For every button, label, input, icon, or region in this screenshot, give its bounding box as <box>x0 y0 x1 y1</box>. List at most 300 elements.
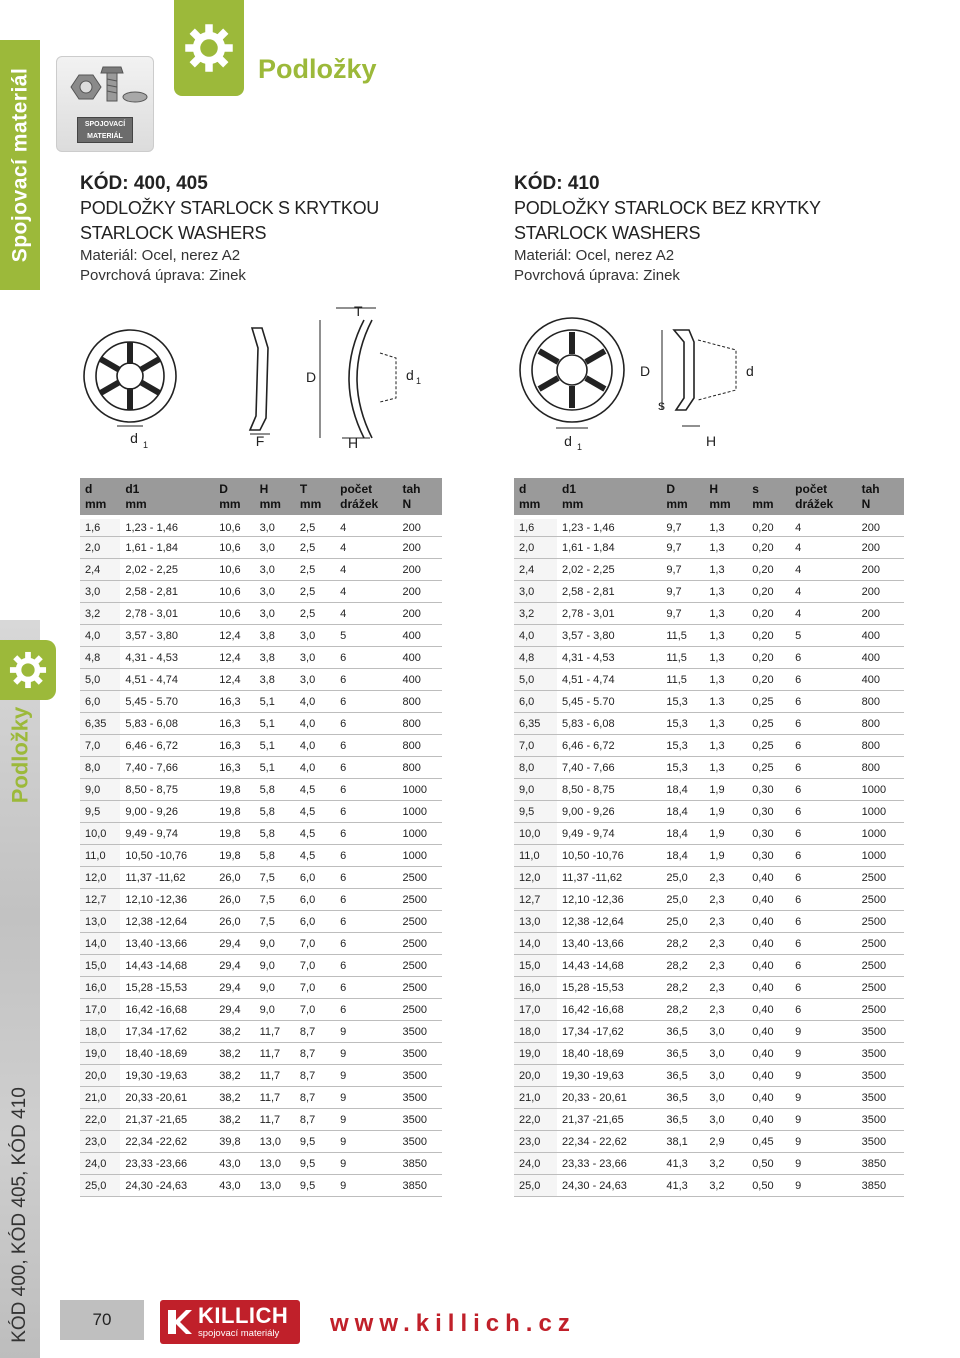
right-product-material: Materiál: Ocel, nerez A2 <box>514 247 675 264</box>
left-table-header-text: drážek <box>340 497 379 511</box>
right-table-cell: 9 <box>790 1175 856 1197</box>
left-table-cell: 2500 <box>398 911 442 933</box>
right-table-cell: 15,28 -15,53 <box>557 977 661 999</box>
left-table-cell: 12,7 <box>80 889 120 911</box>
left-table-cell: 3850 <box>398 1175 442 1197</box>
left-table-cell: 9,5 <box>295 1153 335 1175</box>
left-table-cell: 13,0 <box>80 911 120 933</box>
right-table-cell: 1,3 <box>704 537 747 559</box>
table-row <box>514 647 904 669</box>
left-table-cell: 2500 <box>398 977 442 999</box>
left-table-cell: 10,6 <box>214 559 254 581</box>
right-table-cell: 200 <box>857 537 904 559</box>
left-table-cell: 8,7 <box>295 1043 335 1065</box>
left-table-cell: 9 <box>335 1175 397 1197</box>
right-table-cell: 3,0 <box>704 1109 747 1131</box>
right-table-cell: 4,31 - 4,53 <box>557 647 661 669</box>
left-table-cell: 15,0 <box>80 955 120 977</box>
left-table-cell: 6 <box>335 867 397 889</box>
left-table-cell: 29,4 <box>214 977 254 999</box>
table-row <box>514 735 904 757</box>
table-row <box>80 801 442 823</box>
right-table-cell: 28,2 <box>661 977 704 999</box>
left-table-cell: 200 <box>398 537 442 559</box>
left-table-cell: 11,37 -11,62 <box>120 867 214 889</box>
table-row <box>514 845 904 867</box>
right-table-cell: 2,0 <box>514 537 557 559</box>
right-table-cell: 23,33 - 23,66 <box>557 1153 661 1175</box>
table-row <box>80 845 442 867</box>
right-table-cell: 10,50 -10,76 <box>557 845 661 867</box>
left-table-cell: 21,37 -21,65 <box>120 1109 214 1131</box>
left-table-cell: 16,3 <box>214 757 254 779</box>
left-table-cell: 4,5 <box>295 801 335 823</box>
right-table-cell: 8,0 <box>514 757 557 779</box>
table-row <box>514 1021 904 1043</box>
left-table-cell: 4,51 - 4,74 <box>120 669 214 691</box>
left-table-cell: 14,43 -14,68 <box>120 955 214 977</box>
right-product-finish: Povrchová úprava: Zinek <box>514 267 680 284</box>
left-table-cell: 10,0 <box>80 823 120 845</box>
left-table-header-text: d1 <box>125 482 140 496</box>
left-table-cell: 5,8 <box>255 779 295 801</box>
diagram-label-d: d <box>746 363 754 379</box>
left-table-cell: 2,5 <box>295 581 335 603</box>
left-table-cell: 24,0 <box>80 1153 120 1175</box>
right-table-header-cell <box>661 478 704 515</box>
right-table-cell: 1,9 <box>704 845 747 867</box>
left-table-cell: 1000 <box>398 801 442 823</box>
table-row <box>80 1065 442 1087</box>
diagram-label-sub1: 1 <box>143 440 149 450</box>
side-gear-box <box>0 640 56 700</box>
right-table-cell: 28,2 <box>661 955 704 977</box>
left-table-cell: 1000 <box>398 779 442 801</box>
left-table-cell: 9,49 - 9,74 <box>120 823 214 845</box>
left-table-cell: 8,7 <box>295 1065 335 1087</box>
right-table-header-text: mm <box>519 497 541 511</box>
left-table-cell: 5,0 <box>80 669 120 691</box>
right-table-cell: 2500 <box>857 955 904 977</box>
left-table-cell: 9,0 <box>80 779 120 801</box>
left-spec-table <box>80 478 442 1197</box>
diagram-label-D: D <box>306 369 317 385</box>
right-table-cell: 0,30 <box>747 801 790 823</box>
right-table-cell: 3,0 <box>704 1065 747 1087</box>
left-table-cell: 3,8 <box>255 647 295 669</box>
right-table-cell: 1,3 <box>704 625 747 647</box>
table-row <box>514 1175 904 1197</box>
left-table-cell: 400 <box>398 647 442 669</box>
left-product-finish: Povrchová úprava: Zinek <box>80 267 246 284</box>
left-table-cell: 800 <box>398 691 442 713</box>
left-table-cell: 4 <box>335 559 397 581</box>
right-table-cell: 12,0 <box>514 867 557 889</box>
left-table-cell: 13,0 <box>255 1175 295 1197</box>
left-table-cell: 1,23 - 1,46 <box>120 515 214 537</box>
right-table-cell: 5,0 <box>514 669 557 691</box>
right-table-cell: 3850 <box>857 1175 904 1197</box>
left-table-cell: 3,2 <box>80 603 120 625</box>
right-table-cell: 1.3 <box>704 691 747 713</box>
left-table-cell: 3500 <box>398 1131 442 1153</box>
left-table-cell: 6 <box>335 977 397 999</box>
right-table-cell: 1,3 <box>704 515 747 537</box>
right-table-cell: 9 <box>790 1043 856 1065</box>
right-table-cell: 15,3 <box>661 691 704 713</box>
right-table-cell: 24,30 - 24,63 <box>557 1175 661 1197</box>
right-table-cell: 1,9 <box>704 801 747 823</box>
left-table-cell: 3500 <box>398 1065 442 1087</box>
left-table-cell: 3500 <box>398 1087 442 1109</box>
right-table-cell: 18,0 <box>514 1021 557 1043</box>
right-table-cell: 16,0 <box>514 977 557 999</box>
right-table-cell: 18,4 <box>661 801 704 823</box>
right-table-cell: 9 <box>790 1065 856 1087</box>
left-table-cell: 4,8 <box>80 647 120 669</box>
table-row <box>514 1109 904 1131</box>
left-table-cell: 400 <box>398 625 442 647</box>
right-table-cell: 6,35 <box>514 713 557 735</box>
left-table-cell: 10,6 <box>214 603 254 625</box>
right-table-cell: 0,50 <box>747 1175 790 1197</box>
table-row <box>514 581 904 603</box>
table-row <box>80 691 442 713</box>
right-table-cell: 200 <box>857 581 904 603</box>
left-table-cell: 6,0 <box>295 867 335 889</box>
table-row <box>80 757 442 779</box>
right-table-cell: 12,7 <box>514 889 557 911</box>
table-row <box>514 955 904 977</box>
side-category-text: Spojovací materiál <box>8 67 32 263</box>
right-table-cell: 0,20 <box>747 537 790 559</box>
right-table-cell: 0,25 <box>747 713 790 735</box>
left-table-cell: 3,8 <box>255 669 295 691</box>
right-table-header-text: N <box>861 497 871 511</box>
right-table-cell: 2,3 <box>704 889 747 911</box>
left-table-header-text: H <box>259 482 269 496</box>
left-table-cell: 22,34 -22,62 <box>120 1131 214 1153</box>
left-table-cell: 3,0 <box>255 537 295 559</box>
left-table-cell: 800 <box>398 713 442 735</box>
right-table-cell: 200 <box>857 515 904 537</box>
right-table-cell: 0,20 <box>747 559 790 581</box>
table-row <box>80 1043 442 1065</box>
right-table-cell: 9,7 <box>661 581 704 603</box>
left-table-header-cell <box>80 478 120 515</box>
right-table-cell: 4 <box>790 581 856 603</box>
diagram-label-sub1: 1 <box>577 442 583 452</box>
table-row <box>80 999 442 1021</box>
right-table-cell: 3850 <box>857 1153 904 1175</box>
table-row <box>80 977 442 999</box>
right-table-cell: 18,40 -18,69 <box>557 1043 661 1065</box>
left-table-cell: 6 <box>335 801 397 823</box>
left-table-cell: 11,7 <box>255 1065 295 1087</box>
right-table-cell: 2,3 <box>704 999 747 1021</box>
right-table-cell: 0,40 <box>747 1109 790 1131</box>
right-table-cell: 20,0 <box>514 1065 557 1087</box>
right-table-cell: 36,5 <box>661 1065 704 1087</box>
right-table-cell: 5 <box>790 625 856 647</box>
right-table-cell: 0,40 <box>747 1087 790 1109</box>
left-table-cell: 9 <box>335 1153 397 1175</box>
table-row <box>514 823 904 845</box>
table-row <box>514 779 904 801</box>
right-table-cell: 10,0 <box>514 823 557 845</box>
left-table-cell: 6 <box>335 999 397 1021</box>
left-table-cell: 10,6 <box>214 581 254 603</box>
right-product-code: KÓD: 410 <box>514 173 600 194</box>
left-table-cell: 43,0 <box>214 1153 254 1175</box>
left-table-cell: 9 <box>335 1087 397 1109</box>
table-row <box>514 515 904 537</box>
right-table-cell: 6 <box>790 867 856 889</box>
left-table-cell: 4 <box>335 603 397 625</box>
right-table-cell: 2,4 <box>514 559 557 581</box>
left-table-cell: 9,0 <box>255 977 295 999</box>
table-row <box>80 1175 442 1197</box>
right-table-cell: 9,5 <box>514 801 557 823</box>
left-table-header-text: D <box>219 482 228 496</box>
left-table-cell: 7,0 <box>295 977 335 999</box>
table-row <box>80 735 442 757</box>
left-table-cell: 9,0 <box>255 955 295 977</box>
right-table-cell: 25,0 <box>661 889 704 911</box>
right-table-cell: 11,5 <box>661 625 704 647</box>
right-product-name-en: STARLOCK WASHERS <box>514 223 701 243</box>
left-table-cell: 6 <box>335 691 397 713</box>
table-row <box>80 779 442 801</box>
left-table-cell: 6 <box>335 713 397 735</box>
left-table-cell: 3,0 <box>295 647 335 669</box>
right-table-cell: 4 <box>790 603 856 625</box>
right-table-cell: 36,5 <box>661 1043 704 1065</box>
left-table-cell: 7,40 - 7,66 <box>120 757 214 779</box>
left-table-cell: 26,0 <box>214 867 254 889</box>
right-table-cell: 6 <box>790 933 856 955</box>
right-table-cell: 2,58 - 2,81 <box>557 581 661 603</box>
photo-badge <box>77 117 133 143</box>
right-table-header-text: mm <box>561 497 584 511</box>
left-table-cell: 2,5 <box>295 537 335 559</box>
table-row <box>80 1131 442 1153</box>
table-row <box>514 691 904 713</box>
right-table-cell: 17,0 <box>514 999 557 1021</box>
right-table-cell: 6 <box>790 647 856 669</box>
right-table-cell: 19,0 <box>514 1043 557 1065</box>
right-table-cell: 6,0 <box>514 691 557 713</box>
left-table-cell: 9,00 - 9,26 <box>120 801 214 823</box>
left-table-cell: 12,38 -12,64 <box>120 911 214 933</box>
left-table-cell: 6 <box>335 955 397 977</box>
left-table-cell: 5,8 <box>255 823 295 845</box>
right-table-cell: 22,0 <box>514 1109 557 1131</box>
left-table-cell: 7,5 <box>255 911 295 933</box>
right-table-cell: 15,0 <box>514 955 557 977</box>
diagram-label-H: H <box>706 433 717 449</box>
right-table-cell: 3500 <box>857 1065 904 1087</box>
right-table-cell: 0,20 <box>747 625 790 647</box>
right-table-header-cell <box>857 478 904 515</box>
right-table-cell: 14,43 -14,68 <box>557 955 661 977</box>
right-table-cell: 800 <box>857 691 904 713</box>
left-table-cell: 6 <box>335 779 397 801</box>
right-table-cell: 23,0 <box>514 1131 557 1153</box>
killich-logo-mark-icon <box>166 1306 192 1338</box>
left-table-cell: 6 <box>335 735 397 757</box>
left-table-cell: 3850 <box>398 1153 442 1175</box>
left-table-cell: 6,0 <box>295 911 335 933</box>
right-table-cell: 200 <box>857 603 904 625</box>
right-table-cell: 9,7 <box>661 603 704 625</box>
left-table-cell: 16,3 <box>214 691 254 713</box>
table-row <box>514 669 904 691</box>
right-table-cell: 1,9 <box>704 823 747 845</box>
left-table-cell: 29,4 <box>214 999 254 1021</box>
right-table-cell: 2,78 - 3,01 <box>557 603 661 625</box>
table-row <box>80 515 442 537</box>
right-table-cell: 9,7 <box>661 559 704 581</box>
left-table-cell: 5,8 <box>255 801 295 823</box>
left-table-cell: 6 <box>335 889 397 911</box>
left-table-cell: 7,0 <box>80 735 120 757</box>
left-table-cell: 3500 <box>398 1043 442 1065</box>
left-table-header-cell <box>335 478 397 515</box>
right-table-cell: 6 <box>790 691 856 713</box>
table-row <box>514 625 904 647</box>
left-table-cell: 9 <box>335 1065 397 1087</box>
table-row <box>80 713 442 735</box>
right-table-cell: 5,45 - 5.70 <box>557 691 661 713</box>
right-table-cell: 20,33 - 20,61 <box>557 1087 661 1109</box>
left-table-cell: 6 <box>335 911 397 933</box>
right-table-cell: 3500 <box>857 1131 904 1153</box>
left-table-cell: 1,61 - 1,84 <box>120 537 214 559</box>
left-table-cell: 5,8 <box>255 845 295 867</box>
left-table-cell: 11,7 <box>255 1109 295 1131</box>
right-table-cell: 0,40 <box>747 977 790 999</box>
killich-logo[interactable] <box>160 1300 300 1344</box>
right-table-cell: 2,3 <box>704 933 747 955</box>
right-table-cell: 6 <box>790 757 856 779</box>
right-table-cell: 0,40 <box>747 1043 790 1065</box>
left-table-cell: 5,45 - 5.70 <box>120 691 214 713</box>
right-table-cell: 1,3 <box>704 713 747 735</box>
left-table-cell: 6,35 <box>80 713 120 735</box>
left-table-cell: 24,30 -24,63 <box>120 1175 214 1197</box>
left-table-cell: 11,7 <box>255 1043 295 1065</box>
right-table-cell: 3,0 <box>704 1087 747 1109</box>
table-row <box>80 823 442 845</box>
left-table-cell: 9,0 <box>255 999 295 1021</box>
right-table-cell: 9,00 - 9,26 <box>557 801 661 823</box>
left-table-cell: 800 <box>398 735 442 757</box>
left-table-cell: 29,4 <box>214 955 254 977</box>
right-table-cell: 1,3 <box>704 603 747 625</box>
table-row <box>80 1153 442 1175</box>
diagram-label-s: s <box>658 397 665 413</box>
right-table-cell: 11,5 <box>661 647 704 669</box>
left-table-cell: 2500 <box>398 933 442 955</box>
left-table-header-cell <box>398 478 442 515</box>
right-table-cell: 7,0 <box>514 735 557 757</box>
right-table-cell: 24,0 <box>514 1153 557 1175</box>
right-table-cell: 1,23 - 1,46 <box>557 515 661 537</box>
left-table-cell: 16,42 -16,68 <box>120 999 214 1021</box>
right-product-name-cz: PODLOŽKY STARLOCK BEZ KRYTKY <box>514 198 821 218</box>
left-table-cell: 4,0 <box>295 691 335 713</box>
right-table-cell: 0,40 <box>747 999 790 1021</box>
left-table-cell: 18,0 <box>80 1021 120 1043</box>
website-link[interactable]: www.killich.cz <box>330 1310 576 1337</box>
left-table-cell: 19,8 <box>214 845 254 867</box>
left-table-cell: 3500 <box>398 1021 442 1043</box>
left-table-cell: 12,4 <box>214 669 254 691</box>
right-table-cell: 9 <box>790 1109 856 1131</box>
right-table-cell: 200 <box>857 559 904 581</box>
right-table-cell: 11,37 -11,62 <box>557 867 661 889</box>
right-table-cell: 36,5 <box>661 1021 704 1043</box>
right-table-cell: 12,10 -12,36 <box>557 889 661 911</box>
table-row <box>80 625 442 647</box>
left-table-cell: 3,8 <box>255 625 295 647</box>
right-table-cell: 0,20 <box>747 603 790 625</box>
right-table-cell: 15,3 <box>661 735 704 757</box>
left-table-cell: 9 <box>335 1021 397 1043</box>
right-table-cell: 6 <box>790 845 856 867</box>
right-table-cell: 4 <box>790 559 856 581</box>
left-table-cell: 22,0 <box>80 1109 120 1131</box>
left-table-header-text: mm <box>219 497 241 511</box>
right-table-cell: 8,50 - 8,75 <box>557 779 661 801</box>
left-table-cell: 19,8 <box>214 823 254 845</box>
left-table-cell: 9 <box>335 1043 397 1065</box>
left-table-cell: 8,0 <box>80 757 120 779</box>
right-table-cell: 4 <box>790 537 856 559</box>
diagram-label-d1: d <box>564 433 572 449</box>
left-table-cell: 3,0 <box>295 625 335 647</box>
right-table-cell: 15,3 <box>661 757 704 779</box>
table-row <box>80 603 442 625</box>
left-table-header-text: mm <box>125 497 147 511</box>
left-table-cell: 23,33 -23,66 <box>120 1153 214 1175</box>
table-row <box>514 603 904 625</box>
right-table-cell: 3,0 <box>704 1021 747 1043</box>
left-table-cell: 11,0 <box>80 845 120 867</box>
diagram-label-sub1-side: 1 <box>416 376 422 386</box>
right-table-cell: 6,46 - 6,72 <box>557 735 661 757</box>
right-table-cell: 9,7 <box>661 537 704 559</box>
left-table-cell: 19,8 <box>214 779 254 801</box>
table-row <box>80 867 442 889</box>
gear-icon <box>9 651 47 689</box>
right-table-cell: 6 <box>790 713 856 735</box>
right-table-cell: 6 <box>790 911 856 933</box>
table-row <box>514 977 904 999</box>
right-table-cell: 28,2 <box>661 933 704 955</box>
left-table-cell: 38,2 <box>214 1021 254 1043</box>
right-table-header-row <box>514 478 904 515</box>
left-table-cell: 3,0 <box>255 515 295 537</box>
left-table-header-text: d <box>85 482 93 496</box>
table-row <box>514 911 904 933</box>
left-table-cell: 6 <box>335 823 397 845</box>
left-table-cell: 8,7 <box>295 1021 335 1043</box>
table-row <box>80 647 442 669</box>
right-table-header-text: d <box>519 482 527 496</box>
left-table-cell: 26,0 <box>214 889 254 911</box>
